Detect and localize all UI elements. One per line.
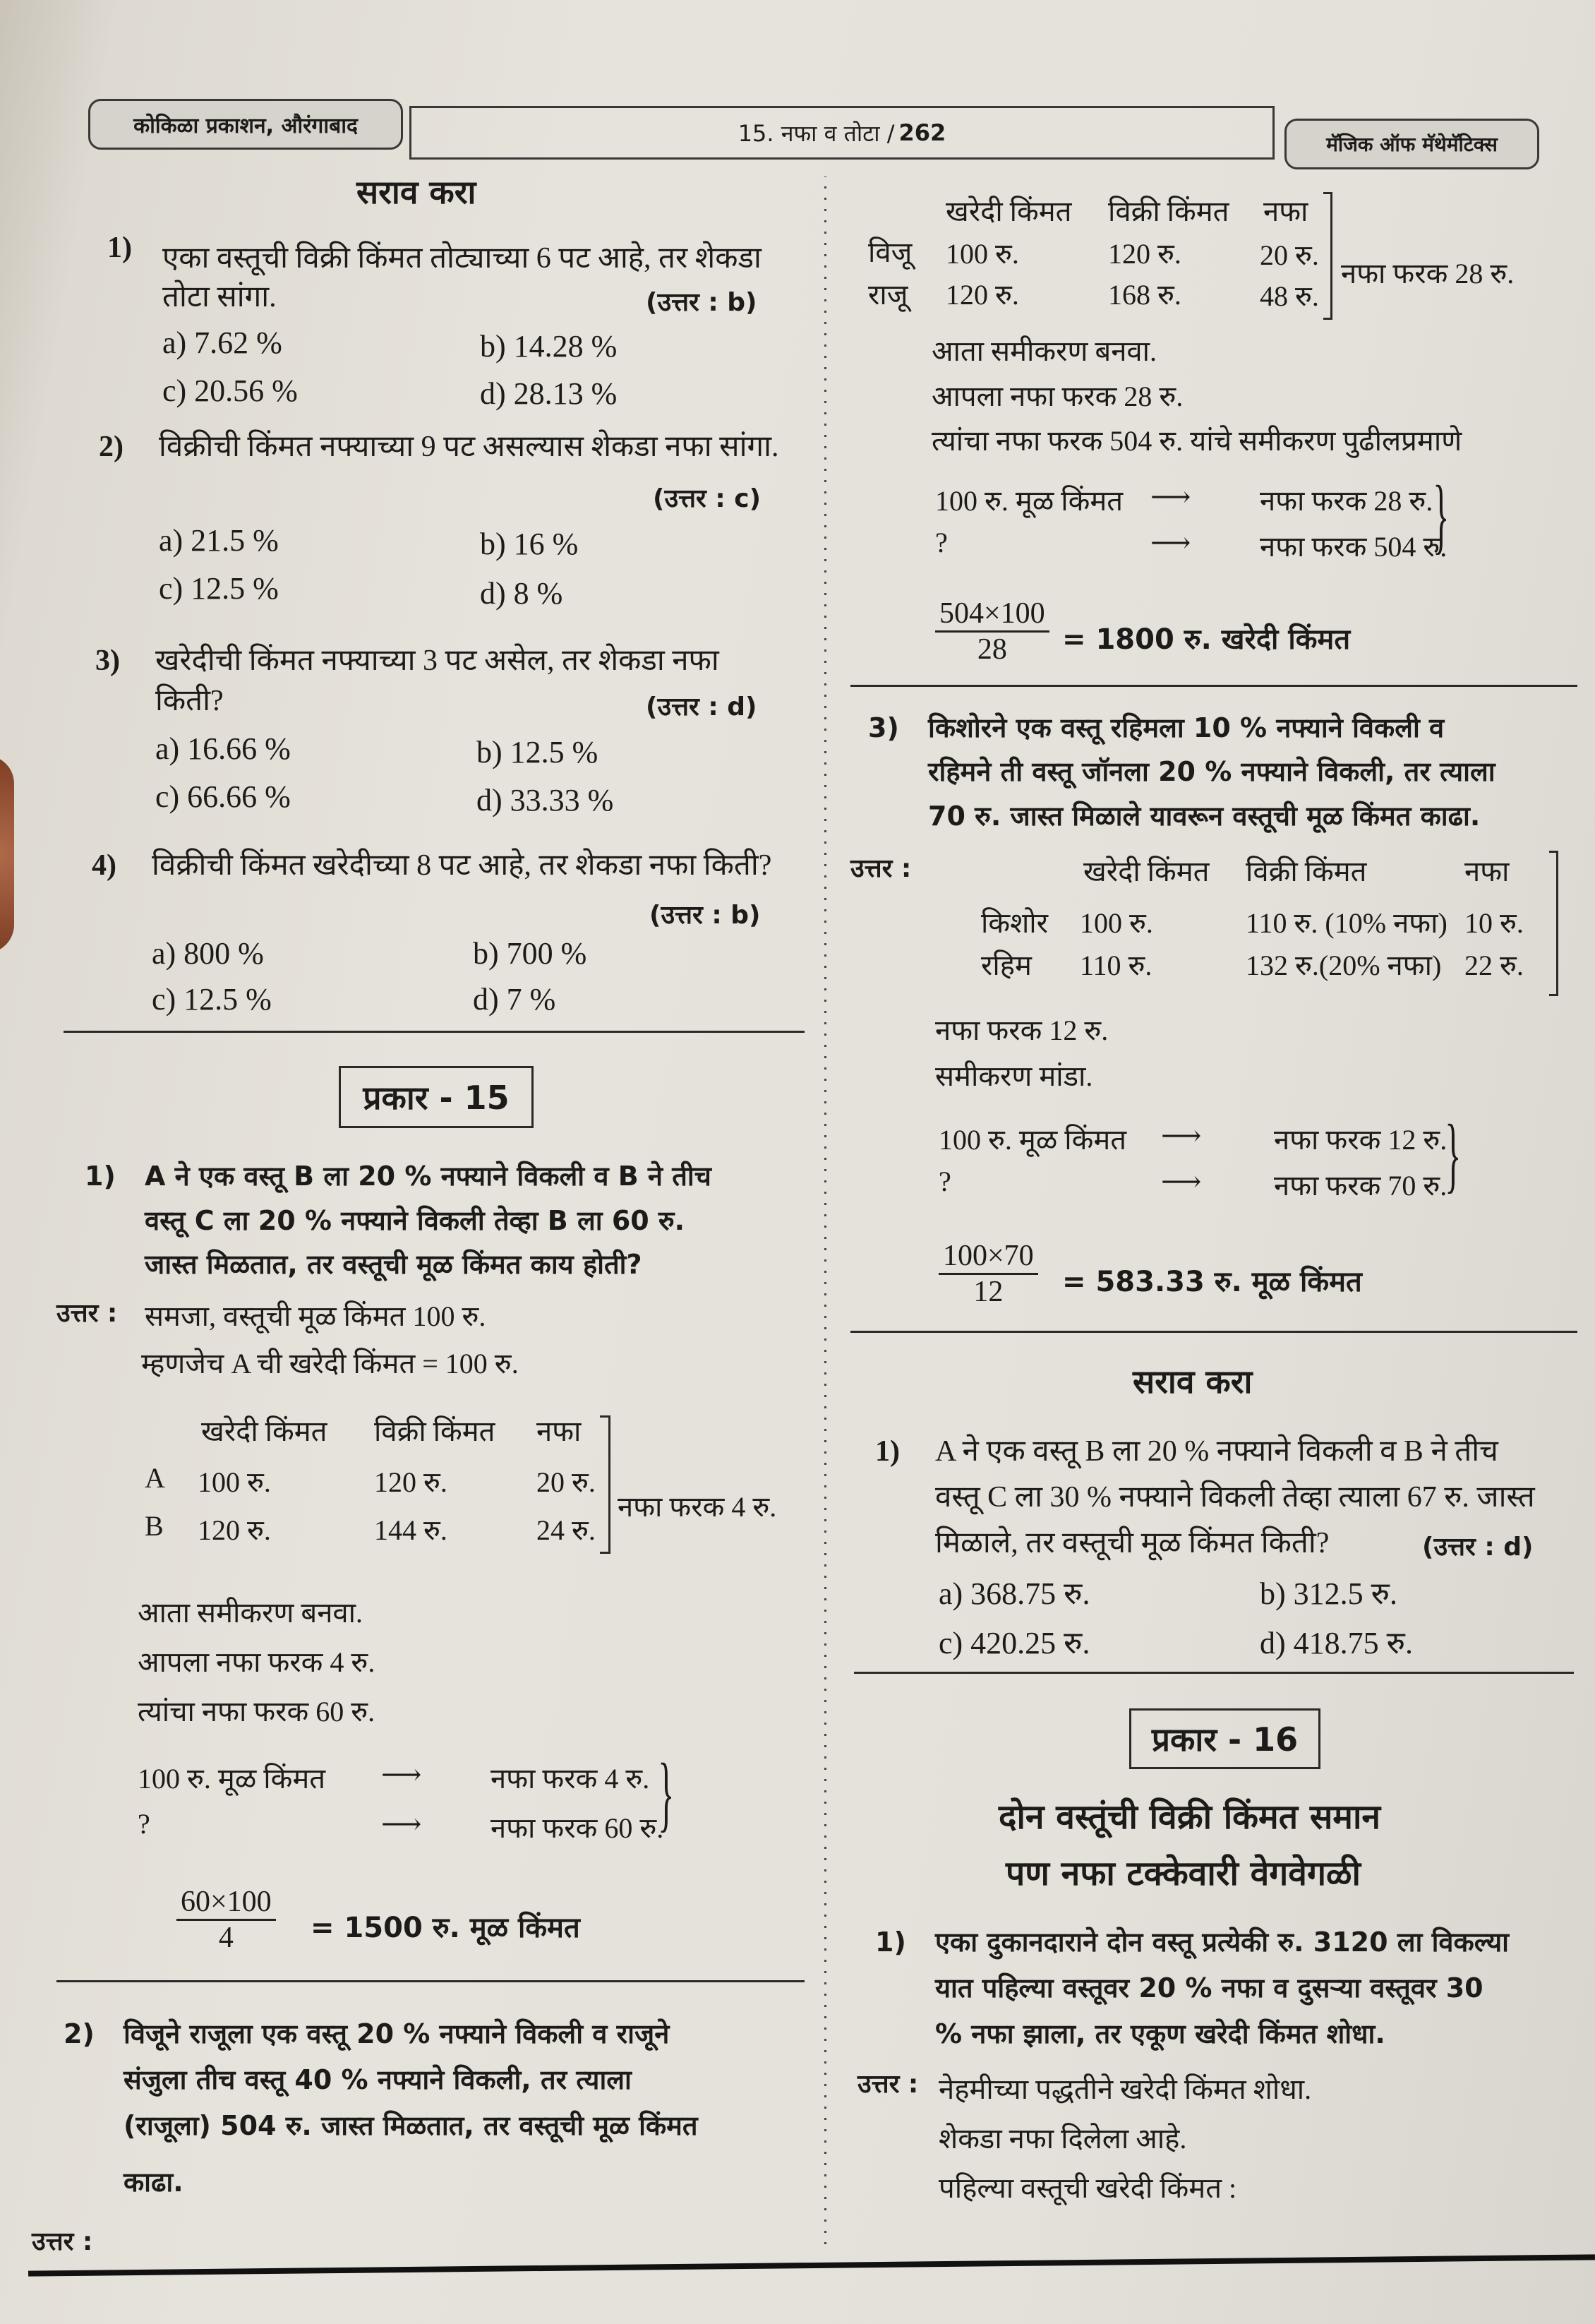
page-number: 262 [898,119,946,146]
question-text: विक्रीची किंमत खरेदीच्या 8 पट आहे, तर शेकडा नफा किती? [152,849,772,882]
column-divider [820,176,830,2252]
step-text: आता समीकरण बनवा. [138,1597,363,1629]
option-b: b) 16 % [480,527,579,561]
calculation-fraction [939,1239,1038,1309]
proportion-left: ? [138,1808,150,1840]
table-cell: 10 रु. [1464,907,1524,939]
section-rule [64,1031,805,1033]
question-number: 4) [92,849,116,882]
table-cell: 24 रु. [536,1514,596,1546]
table-header: विक्री किंमत [1108,196,1229,227]
bracket [1323,192,1332,320]
table-cell: 22 रु. [1464,950,1524,981]
table-cell: 100 रु. [946,238,1019,270]
option-b: b) 700 % [473,936,587,971]
question-number: 1) [875,1435,900,1468]
step-text: त्यांचा नफा फरक 60 रु. [138,1696,375,1727]
example-number: 1) [85,1161,116,1192]
fraction-numerator: 100×70 [939,1239,1038,1275]
option-a: a) 16.66 % [155,731,291,766]
answer-label: उत्तर : [56,1299,118,1328]
calculation-fraction [935,597,1049,666]
option-b: b) 12.5 % [476,735,598,769]
fraction-denominator: 4 [218,1922,234,1954]
question-text: खरेदीची किंमत नफ्याच्या 3 पट असेल, तर शेकडा नफा [155,645,719,677]
example-text: % नफा झाला, तर एकूण खरेदी किंमत शोधा. [935,2018,1385,2049]
table-cell: B [145,1510,164,1542]
bracket [600,1415,610,1554]
example-text: (राजूला) 504 रु. जास्त मिळतात, तर वस्तूची मूळ किंमत [124,2110,698,2141]
brace-icon: } [1445,1107,1462,1201]
answer-key: (उत्तर : c) [653,484,762,513]
arrow-right-icon: ⟶ [1161,1166,1202,1197]
question-number: 3) [95,645,120,677]
option-c: c) 20.56 % [162,373,298,408]
section-rule [850,1331,1577,1333]
question-text: विक्रीची किंमत नफ्याच्या 9 पट असल्यास शेकडा नफा सांगा. [159,431,779,463]
table-cell: 120 रु. [374,1466,447,1498]
option-b: b) 312.5 रु. [1260,1576,1397,1611]
bracket [1549,851,1558,996]
answer-key: (उत्तर : b) [646,288,757,317]
example-text: रहिमने ती वस्तू जॉनला 20 % नफ्याने विकली, तर त्याला [928,756,1495,787]
answer-text: नेहमीच्या पद्धतीने खरेदी किंमत शोधा. [939,2073,1312,2105]
answer-text: म्हणजेच A ची खरेदी किंमत = 100 रु. [141,1348,519,1379]
question-text: किती? [155,685,224,717]
proportion-right: नफा फरक 504 रु. [1260,531,1447,563]
example-text: यात पहिल्या वस्तूवर 20 % नफा व दुसऱ्या वस्तूवर 30 [935,1972,1483,2003]
option-b: b) 14.28 % [480,329,618,364]
table-cell: रहिम [981,950,1032,981]
question-text: एका वस्तूची विक्री किंमत तोट्याच्या 6 पट आहे, तर शेकडा [162,242,762,275]
section-rule [854,1672,1574,1674]
publisher-label: कोकिळा प्रकाशन, औरंगाबाद [88,99,403,150]
calculation-result: = 1500 रु. मूळ किंमत [311,1912,580,1944]
chapter-name: 15. नफा व तोटा / [738,119,895,147]
option-a: a) 7.62 % [162,325,282,360]
arrow-right-icon: ⟶ [1161,1120,1202,1151]
page-header [88,99,1535,169]
option-c: c) 66.66 % [155,779,291,814]
step-text: आपला नफा फरक 28 रु. [932,381,1184,412]
option-a: a) 21.5 % [159,523,279,558]
proportion-left: ? [935,527,948,558]
table-cell: 110 रु. (10% नफा) [1246,907,1447,939]
table-header: खरेदी किंमत [1083,856,1210,887]
example-number: 2) [64,2018,95,2049]
type-16-title-line2: पण नफा टक्केवारी वेगवेगळी [1006,1854,1361,1893]
example-number: 1) [875,1927,906,1958]
question-text: मिळाले, तर वस्तूची मूळ किंमत किती? [935,1527,1330,1559]
answer-key: (उत्तर : d) [646,693,757,721]
table-header: खरेदी किंमत [201,1415,327,1447]
practice-heading: सराव करा [356,173,476,211]
answer-key: (उत्तर : d) [1422,1533,1534,1562]
page-bottom-rule [28,2254,1595,2276]
example-text: एका दुकानदाराने दोन वस्तू प्रत्येकी रु. 3120 ला विकल्या [935,1927,1509,1958]
option-d: d) 28.13 % [480,376,618,411]
option-c: c) 420.25 रु. [939,1626,1090,1660]
example-text: संजुला तीच वस्तू 40 % नफ्याने विकली, तर त्याला [124,2064,632,2095]
step-text: नफा फरक 12 रु. [935,1014,1109,1046]
fraction-denominator: 12 [973,1276,1004,1308]
answer-text: समजा, वस्तूची मूळ किंमत 100 रु. [145,1300,486,1332]
example-text: काढा. [124,2167,183,2198]
option-d: d) 418.75 रु. [1260,1626,1413,1660]
option-d: d) 8 % [480,576,563,611]
brace-icon: } [658,1746,675,1840]
practice-heading: सराव करा [1133,1362,1253,1401]
table-cell: 20 रु. [536,1466,596,1498]
answer-label: उत्तर : [32,2227,93,2256]
fraction-denominator: 28 [977,633,1007,666]
table-cell: 48 रु. [1260,280,1319,312]
example-text: किशोरने एक वस्तू रहिमला 10 % नफ्याने विकली व [928,712,1445,743]
example-text: A ने एक वस्तू B ला 20 % नफ्याने विकली व B ने तीच [145,1161,711,1192]
option-c: c) 12.5 % [159,571,279,606]
answer-label: उत्तर : [850,854,912,883]
arrow-right-icon: ⟶ [381,1759,422,1790]
table-cell: 100 रु. [1080,907,1153,939]
step-text: त्यांचा नफा फरक 504 रु. यांचे समीकरण पुढीलप्रमाणे [932,425,1462,457]
table-cell: 100 रु. [198,1466,271,1498]
table-cell: 20 रु. [1260,239,1319,271]
section-rule [56,1980,805,1982]
table-cell: 110 रु. [1080,950,1152,981]
table-header: नफा [1263,196,1308,227]
table-header: विक्री किंमत [374,1415,495,1447]
proportion-right: नफा फरक 70 रु. [1274,1170,1447,1202]
step-text: आता समीकरण बनवा. [932,335,1157,367]
answer-text: शेकडा नफा दिलेला आहे. [939,2123,1187,2155]
proportion-right: नफा फरक 60 रु. [490,1812,664,1844]
proportion-right: नफा फरक 12 रु. [1274,1124,1447,1156]
arrow-right-icon: ⟶ [1150,481,1191,513]
calculation-result: = 583.33 रु. मूळ किंमत [1062,1266,1362,1298]
proportion-left: 100 रु. मूळ किंमत [939,1124,1127,1156]
arrow-right-icon: ⟶ [1150,527,1191,558]
section-rule [850,685,1577,687]
table-cell: 120 रु. [198,1514,271,1546]
proportion-left: 100 रु. मूळ किंमत [138,1763,326,1795]
proportion-left: 100 रु. मूळ किंमत [935,485,1124,517]
fraction-numerator: 60×100 [176,1885,276,1921]
table-cell: किशोर [981,907,1048,939]
brace-icon: } [1433,468,1450,562]
question-text: वस्तू C ला 30 % नफ्याने विकली तेव्हा त्याला 67 रु. जास्त [935,1481,1535,1514]
example-text: विजूने राजूला एक वस्तू 20 % नफ्याने विकली व राजूने [124,2018,670,2049]
option-a: a) 368.75 रु. [939,1576,1090,1611]
chapter-title [409,106,1275,160]
option-a: a) 800 % [152,936,264,971]
type-15-box: प्रकार - 15 [339,1066,534,1128]
option-c: c) 12.5 % [152,982,272,1017]
fraction-numerator: 504×100 [935,597,1049,633]
table-header: नफा [1464,856,1510,887]
table-header: खरेदी किंमत [946,196,1072,227]
type-16-box: प्रकार - 16 [1129,1708,1320,1769]
example-text: वस्तू C ला 20 % नफ्याने विकली तेव्हा B ला 60 रु. [145,1205,685,1236]
question-text: A ने एक वस्तू B ला 20 % नफ्याने विकली व B ने तीच [935,1435,1498,1468]
answer-text: पहिल्या वस्तूची खरेदी किंमत : [939,2172,1237,2204]
proportion-left: ? [939,1166,951,1197]
table-cell: 120 रु. [946,279,1019,311]
proportion-right: नफा फरक 4 रु. [490,1763,650,1795]
example-number: 3) [868,712,899,743]
series-label: मॅजिक ऑफ मॅथेमॅटिक्स [1284,119,1539,169]
table-cell: 132 रु.(20% नफा) [1246,950,1442,981]
step-text: समीकरण मांडा. [935,1060,1093,1092]
answer-label: उत्तर : [857,2070,919,2099]
calculation-result: = 1800 रु. खरेदी किंमत [1062,623,1351,656]
table-header: विक्री किंमत [1246,856,1367,887]
step-text: आपला नफा फरक 4 रु. [138,1646,375,1678]
proportion-right: नफा फरक 28 रु. [1260,485,1433,517]
answer-key: (उत्तर : b) [649,901,761,930]
option-d: d) 7 % [473,982,556,1017]
table-cell: A [145,1462,165,1494]
finger-shadow [0,755,14,953]
profit-difference-note: नफा फरक 28 रु. [1341,258,1515,289]
type-16-title-line1: दोन वस्तूंची विक्री किंमत समान [999,1797,1381,1837]
table-cell: 168 रु. [1108,279,1181,311]
arrow-right-icon: ⟶ [381,1808,422,1840]
profit-difference-note: नफा फरक 4 रु. [618,1491,777,1523]
option-d: d) 33.33 % [476,783,614,817]
question-number: 1) [107,232,132,264]
table-header: नफा [536,1415,582,1447]
question-number: 2) [99,431,124,463]
table-cell: राजू [868,279,908,311]
question-text: तोटा सांगा. [162,281,277,313]
example-text: 70 रु. जास्त मिळाले यावरून वस्तूची मूळ किंमत काढा. [928,801,1481,832]
table-cell: विजू [868,236,913,268]
table-cell: 144 रु. [374,1514,447,1546]
example-text: जास्त मिळतात, तर वस्तूची मूळ किंमत काय होती? [145,1249,642,1280]
table-cell: 120 रु. [1108,238,1181,270]
calculation-fraction [176,1885,276,1955]
